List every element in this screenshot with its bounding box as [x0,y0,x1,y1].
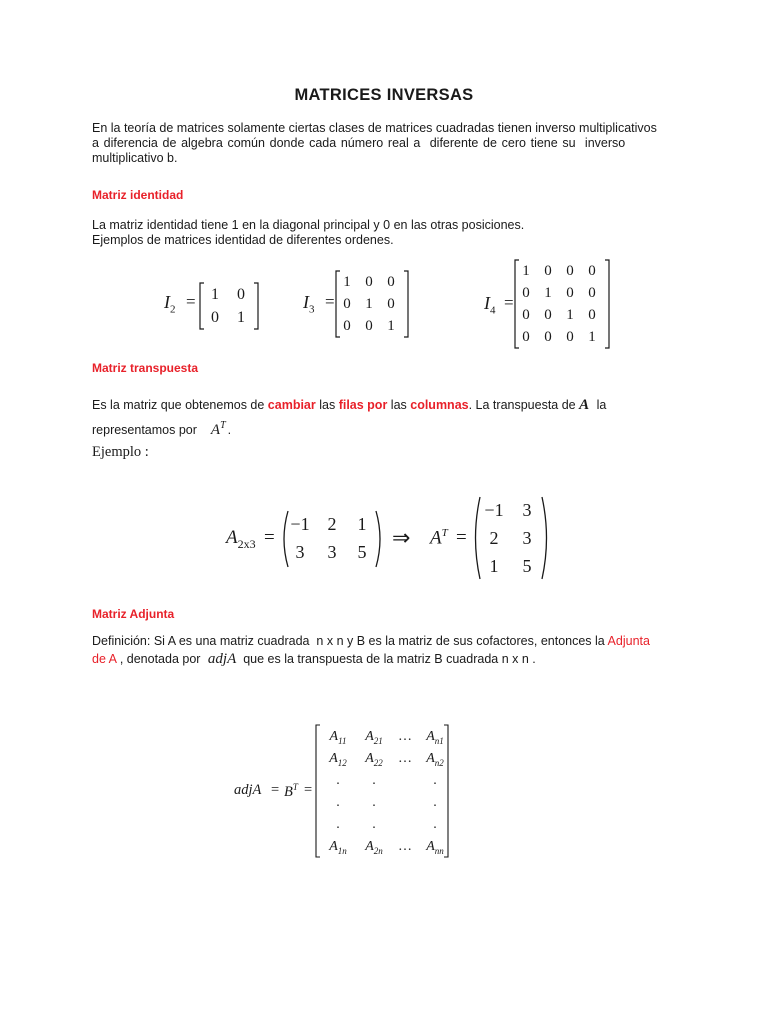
matrix-cell: 1 [343,274,351,290]
matrix-cell: 0 [211,309,219,326]
transpose-heading: Matriz transpuesta [92,361,199,375]
matrix-cell: 0 [387,296,395,312]
matrix-cell: 1 [522,263,530,279]
matrix-cell: 0 [588,285,596,301]
cell-symbol: A [329,839,338,854]
matrix-cell: 0 [237,286,245,303]
cell-symbol: … [398,729,412,744]
right-bracket [252,282,260,330]
equals-sign: = [264,527,275,548]
matrix-body [515,260,603,348]
intro-line-2: a diferencia de algebra común donde cada número real a diferente de cero tiene su inverso [92,136,626,150]
matrix-cell: 0 [544,307,552,323]
matrix-cell: 2 [327,514,337,534]
right-paren [374,510,386,568]
cell-subscript: 1n [337,845,347,856]
matrix-at [476,496,542,580]
keyword-filas-por: filas por [338,398,388,412]
cell-symbol: A [365,751,374,766]
symbol-at [211,422,226,438]
matrix-body [336,271,402,337]
identity-line-2: Ejemplos de matrices identidad de diferentes ordenes. [92,233,394,247]
matrix-cell [356,726,392,748]
cell-subscript: n2 [434,757,444,768]
matrix-cell: 1 [489,556,499,576]
matrix-cell: 0 [365,274,373,290]
cell-symbol: … [398,839,412,854]
matrix-cell [320,748,356,770]
right-bracket [603,259,611,349]
keyword-columnas: columnas [410,398,469,412]
cell-symbol: . [336,773,340,788]
text-fragment: Definición: Si A es una matriz cuadrada n x n y B es la matriz de sus cofactores, entonces la [92,634,608,648]
adjoint-formula [234,724,454,860]
cell-symbol: . [336,795,340,810]
superscript-t: T [292,782,298,792]
cell-symbol: . [433,817,437,832]
matrix-cell: 0 [544,263,552,279]
text-fragment: , denotada por [116,652,204,666]
lhs-adja: adjA [234,782,262,798]
text-fragment: que es la transpuesta de la matriz B cuadrada n x n . [236,652,536,666]
right-paren [540,496,552,580]
adjoint-line-1 [92,634,650,649]
matrix-symbol: I [164,292,170,312]
cell-symbol: A [329,729,339,744]
matrix-symbol: I [484,293,490,313]
matrix-cell: 1 [544,285,552,301]
matrix-cell: 0 [522,285,530,301]
cell-symbol: A [329,751,338,766]
matrix-a [284,510,376,566]
matrix-cell: 0 [544,329,552,345]
right-bracket [442,724,450,858]
equals-sign: = [504,293,514,312]
cell-symbol: . [433,773,437,788]
cell-symbol: A [426,729,435,744]
matrix-cell: 0 [343,296,351,312]
cell-symbol: . [372,773,376,788]
cell-symbol: A [426,751,435,766]
transpose-example [226,496,556,582]
symbol-b: B [284,783,293,800]
matrix-body [202,283,254,329]
cell-subscript: 11 [338,735,347,746]
cell-symbol: A [365,839,374,854]
equals-sign: = [456,527,467,548]
matrix-cell: 1 [566,307,574,323]
intro-line-3: multiplicativo b. [92,151,178,165]
matrix-cell: 1 [588,329,596,345]
matrix-cell [320,814,356,836]
cell-symbol: . [372,795,376,810]
cell-symbol: . [433,795,437,810]
cell-subscript: 22 [373,757,383,768]
matrix-cell: 0 [566,263,574,279]
example-label: Ejemplo : [92,444,149,460]
cell-symbol: . [336,817,340,832]
matrix-cell: 0 [387,274,395,290]
matrix-cell [356,770,392,792]
text-fragment: Es la matriz que obtenemos de [92,398,268,412]
cell-subscript: 21 [373,735,383,746]
symbol-a: A [579,397,590,413]
matrix-cell: 0 [588,263,596,279]
matrix-cell [356,814,392,836]
matrix-subscript: 4 [490,304,496,317]
matrix-cell [392,792,418,814]
matrix-cell [320,792,356,814]
identity-heading: Matriz identidad [92,188,184,202]
matrix-cell: 0 [588,307,596,323]
matrix-cell: 5 [522,556,532,576]
equals-sign: = [325,292,335,311]
matrix-cell: 1 [357,514,367,534]
cell-subscript: n1 [434,735,444,746]
matrix-cell [356,792,392,814]
cell-symbol: A [365,729,374,744]
matrix-cell: 1 [211,286,219,303]
matrix-cell: 0 [522,307,530,323]
cell-subscript: 12 [337,757,347,768]
adjoint-line-2 [92,652,536,667]
matrix-cell: 1 [365,296,373,312]
equals-sign: = [186,292,196,311]
matrix-cell: 3 [295,542,305,562]
text-fragment: las [315,398,339,412]
matrix-cell [392,814,418,836]
keyword-de-a: de A [92,652,117,666]
keyword-cambiar: cambiar [267,398,316,412]
matrix-cell: 5 [357,542,367,562]
page-title: MATRICES INVERSAS [294,86,474,104]
symbol-adja: adjA [207,651,237,667]
matrix-cell: 0 [566,285,574,301]
matrix-cell: 1 [237,309,245,326]
lhs-subscript: 2x3 [237,536,256,551]
cell-symbol: . [372,817,376,832]
rhs-symbol: A [430,527,442,549]
matrix-cell: 2 [489,528,499,548]
lhs-symbol: A [226,527,238,548]
matrix-cell [320,726,356,748]
equals-sign: = [304,782,313,798]
matrix-cell: 0 [566,329,574,345]
text-fragment: las [387,398,411,412]
matrix-cell [392,726,418,748]
matrix-cell [392,748,418,770]
adjoint-heading: Matriz Adjunta [92,607,175,621]
matrix-subscript: 3 [309,303,315,316]
matrix-cell: 3 [522,528,532,548]
cell-subscript: nn [434,845,444,856]
text-fragment: representamos por [92,423,197,437]
superscript-t: T [220,420,226,431]
rhs-superscript: T [441,527,448,539]
matrix-cell [356,748,392,770]
matrix-cell: 0 [522,329,530,345]
matrix-cell [320,836,356,858]
matrix-subscript: 2 [170,303,176,316]
matrix-cell [392,770,418,792]
transpose-line-2 [92,418,231,438]
adjoint-matrix-body [320,726,452,858]
text-fragment: . [227,423,232,437]
matrix-cell [320,770,356,792]
matrix-cell [356,836,392,858]
matrix-cell: 3 [327,542,337,562]
identity-text [92,218,692,248]
equals-sign: = [271,782,280,798]
cell-symbol: … [398,751,412,766]
matrix-cell: −1 [290,514,310,534]
identity-line-1: La matriz identidad tiene 1 en la diagonal principal y 0 en las otras posiciones. [92,218,525,232]
cell-symbol: A [426,839,435,854]
text-fragment: la [593,398,607,412]
cell-subscript: 2n [373,845,383,856]
matrix-cell: 0 [343,318,351,334]
keyword-adjunta: Adjunta [607,634,650,648]
matrix-cell [392,836,418,858]
matrix-cell: 3 [522,500,532,520]
intro-paragraph [92,121,676,166]
implies-arrow: ⇒ [392,525,411,550]
symbol-a: A [210,422,221,438]
text-fragment: . La transpuesta de [468,398,580,412]
matrix-cell: 0 [365,318,373,334]
matrix-symbol: I [303,292,309,312]
transpose-line-1 [92,398,606,413]
intro-line-1: En la teoría de matrices solamente ciertas clases de matrices cuadradas tienen inverso multiplicativos [92,121,657,135]
right-bracket [402,270,410,338]
matrix-cell: 1 [387,318,395,334]
matrix-cell: −1 [484,500,504,520]
